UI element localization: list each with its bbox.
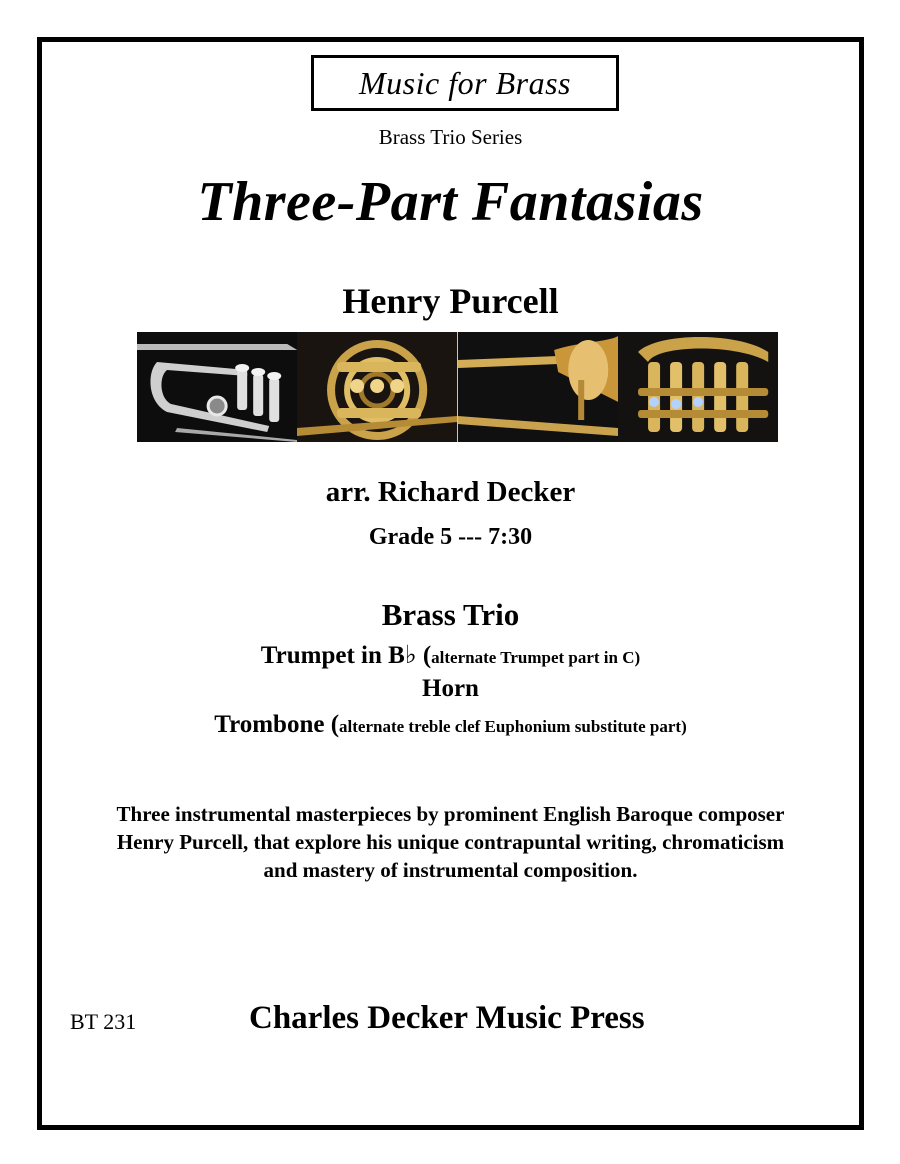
ensemble-heading: Brass Trio — [381, 597, 520, 632]
instrument-line-horn — [42, 675, 859, 703]
tuba-photo-icon — [618, 332, 778, 442]
instrument-name: Horn — [422, 675, 479, 702]
grade-duration: Grade 5 --- 7:30 — [368, 524, 533, 550]
instrument-note: alternate Trumpet part in C) — [431, 648, 641, 667]
instrument-photo-strip — [137, 332, 778, 442]
cover-frame — [37, 37, 864, 1130]
instrument-name: Trombone — [214, 711, 325, 738]
series-box-label: Music for Brass — [359, 64, 571, 101]
sub-series-label: Brass Trio Series — [378, 125, 523, 149]
page-title: Three-Part Fantasias — [197, 171, 704, 233]
description-line: and mastery of instrumental composition. — [263, 858, 638, 882]
instrument-note: alternate treble clef Euphonium substitute part) — [339, 717, 687, 736]
instrument-line-trumpet — [42, 640, 859, 670]
instrument-open-paren: ( — [416, 642, 432, 669]
description-line: Henry Purcell, that explore his unique contrapuntal writing, chromaticism — [116, 830, 785, 854]
series-box — [311, 55, 619, 111]
publisher-name: Charles Decker Music Press — [249, 1000, 645, 1036]
composer-name: Henry Purcell — [342, 281, 559, 321]
instrument-open-paren: ( — [324, 711, 340, 738]
horn-photo-icon — [297, 332, 457, 442]
arranger-credit: arr. Richard Decker — [325, 476, 576, 508]
instrument-name: Trumpet in B♭ — [260, 642, 417, 669]
trumpet-photo-icon — [137, 332, 297, 442]
instrument-line-trombone — [42, 711, 859, 739]
description-line: Three instrumental masterpieces by prominent English Baroque composer — [116, 802, 785, 826]
trombone-photo-icon — [458, 332, 618, 442]
catalog-number: BT 231 — [70, 1009, 137, 1034]
description-text — [42, 800, 859, 884]
